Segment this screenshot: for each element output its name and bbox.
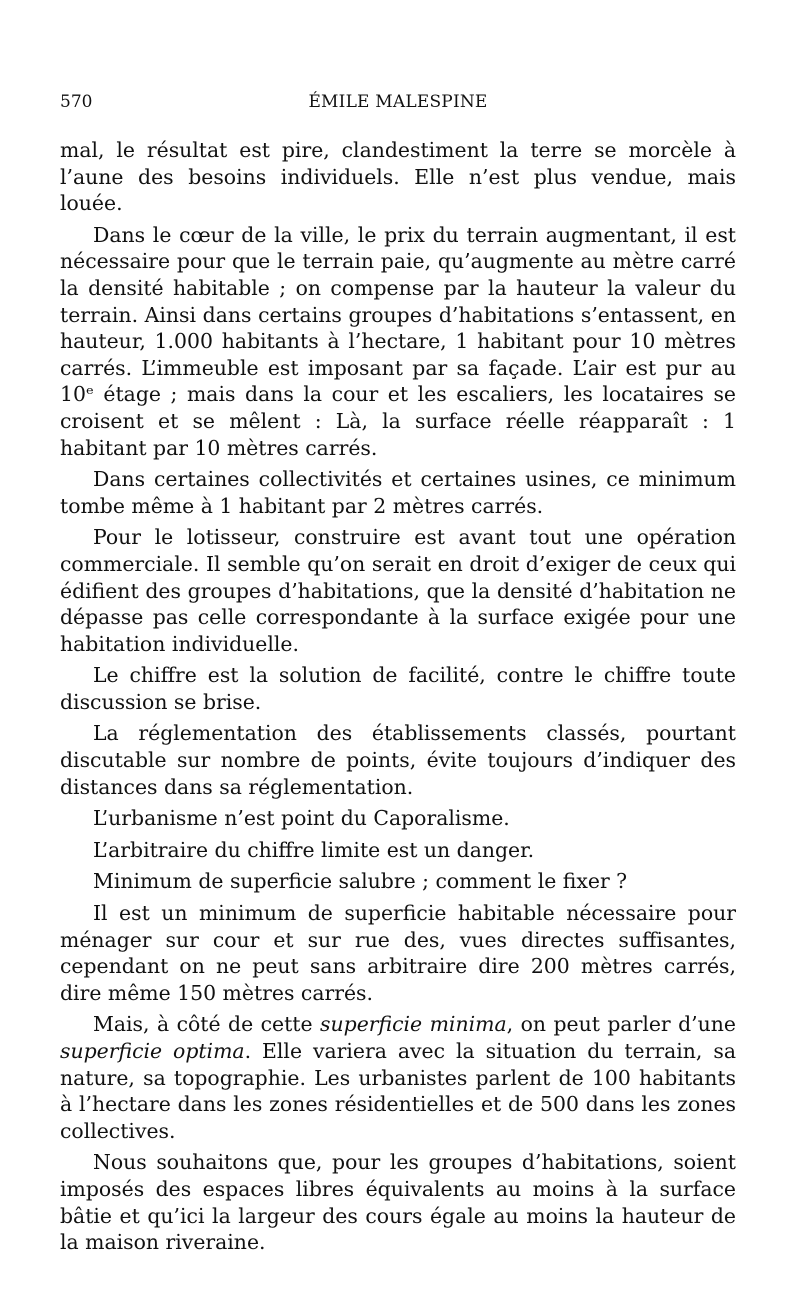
paragraph-minimum-question: Minimum de superficie salubre ; comment le fixer ? [93,869,628,894]
paragraph-density: Dans le cœur de la ville, le prix du terrain augmentant, il est nécessaire pour que le terrain paie, qu’augmente au mètre carré la densité habitable ; on compense par la hauteur la valeur du terrain. Ainsi dans certains groupes d’habitations s’entassent, en hauteur, 1.000 habitants à l’hectare, 1 habitant pour 10 mètres carrés. L’immeuble est imposant par sa façade. L’air est pur au 10ᵉ étage ; mais dans la cour et les escaliers, les locataires se croisent et se mêlent : Là, la surface réelle réapparaît : 1 habitant par 10 mètres carrés. [60,222,736,460]
optima-text-3: . Elle variera avec la situation du terrain, sa nature, sa topographie. Les urbanistes parlent de 100 habitants à l’hectare dans les zones résidentielles et de 500 dans les zones collectives. [60,1039,736,1143]
body-text [60,137,736,1261]
paragraph-chiffre: Le chiffre est la solution de facilité, contre le chiffre toute discussion se brise. [60,663,736,714]
paragraph-arbitraire: L’arbitraire du chiffre limite est un danger. [93,837,535,862]
paragraph-lotisseur: Pour le lotisseur, construire est avant tout une opération commerciale. Il semble qu’on serait en droit d’exiger de ceux qui édifient des groupes d’habitations, que la densité d’habitation ne dépasse pas celle correspondante à la surface exigée pour une habitation individuelle. [60,525,736,656]
paragraph-espaces-libres: Nous souhaitons que, pour les groupes d’habitations, soient imposés des espaces libres équivalents au moins à la surface bâtie et qu’ici la largeur des cours égale au moins la hauteur de la maison riveraine. [60,1150,736,1255]
paragraph-reglementation: La réglementation des établissements classés, pourtant discutable sur nombre de points, évite toujours d’indiquer des distances dans sa réglementation. [60,721,736,799]
paragraph-urbanisme: L’urbanisme n’est point du Caporalisme. [93,806,510,831]
italic-superficie-minima: superficie minima [320,1012,507,1037]
running-head [60,88,736,116]
optima-text-2: , on peut parler d’une [506,1012,736,1037]
italic-superficie-optima: superficie optima [60,1039,245,1063]
paragraph-continuation: mal, le résultat est pire, clandestiment la terre se morcèle à l’aune des besoins individuels. Elle n’est plus vendue, mais louée. [60,138,736,216]
optima-text-1: Mais, à côté de cette [93,1012,321,1037]
paragraph-optima [60,1011,736,1144]
page-number: 570 [60,92,93,112]
paragraph-minimum-habitable: Il est un minimum de superficie habitable nécessaire pour ménager sur cour et sur rue des, vues directes suffisantes, cependant on ne peut sans arbitraire dire 200 mètres carrés, dire même 150 mètres carrés. [60,901,736,1005]
paragraph-collectivites: Dans certaines collectivités et certaines usines, ce minimum tombe même à 1 habitant par 2 mètres carrés. [60,467,736,518]
running-title: ÉMILE MALESPINE [308,92,488,112]
